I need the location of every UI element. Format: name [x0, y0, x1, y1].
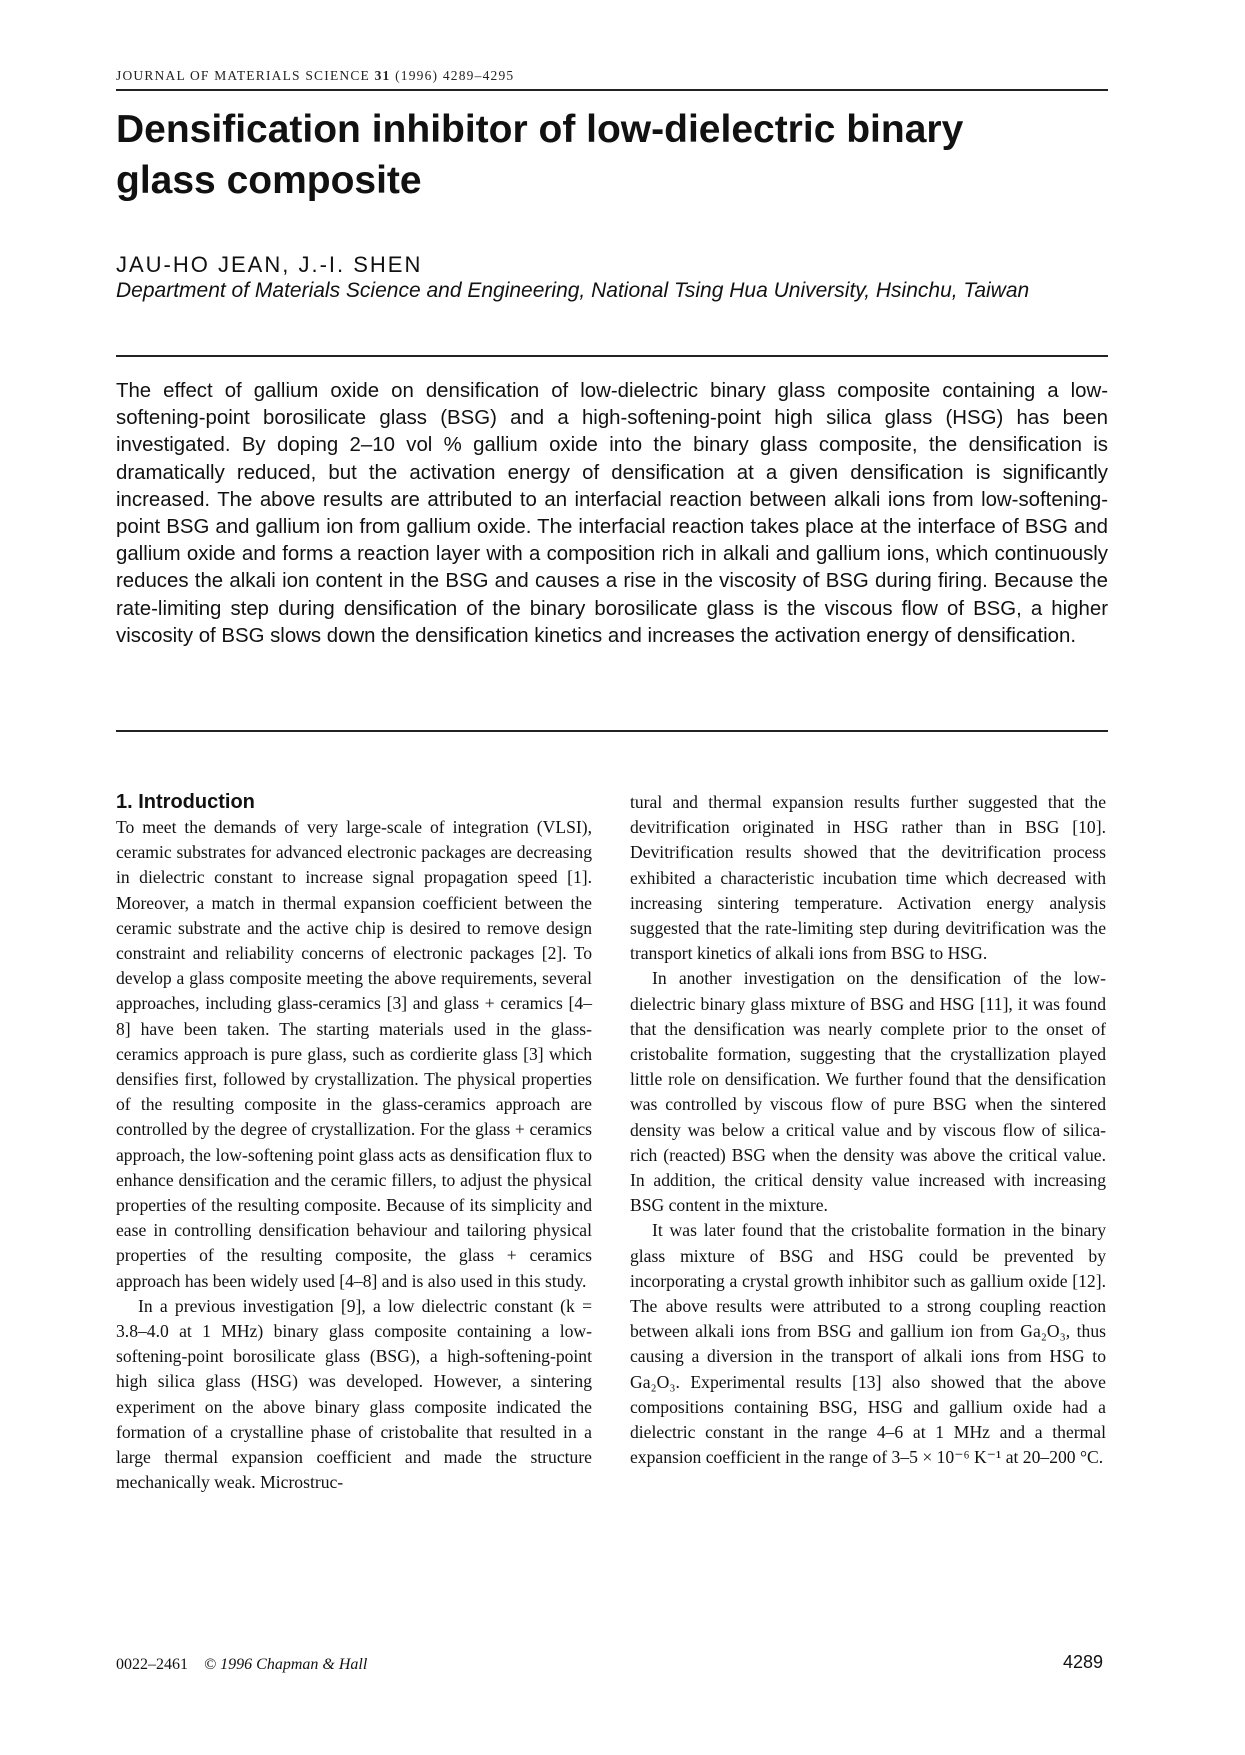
copyright: © 1996 Chapman & Hall: [204, 1656, 368, 1673]
body-paragraph: To meet the demands of very large-scale of integration (VLSI), ceramic substrates for advanced electronic packages are decreasing in dielectric constant to increase signal propagation speed [1]. Moreover, a match in thermal expansion coefficient between the ceramic substrate and the active chip is desired to remove design constraint and reliability concerns of electronic packages [2]. To develop a glass composite meeting the above requirements, several approaches, including glass-ceramics [3] and glass + ceramics [4–8] have been taken. The starting materials used in the glass-ceramics approach is pure glass, such as cordierite glass [3] which densifies first, followed by crystallization. The physical properties of the resulting composite in the glass-ceramics approach are controlled by the degree of crystallization. For the glass + ceramics approach, the low-softening point glass acts as densification flux to enhance densification and the ceramic fillers, to adjust the physical properties of the resulting composite. Because of its simplicity and ease in controlling densification behaviour and tailoring physical properties of the resulting composite, the glass + ceramics approach has been widely used [4–8] and is also used in this study.: [116, 817, 592, 1291]
body-paragraph: tural and thermal expansion results further suggested that the devitrification originated in HSG rather than in BSG [10]. Devitrification results showed that the devitrification process exhibited a characteristic incubation time which decreased with increasing sintering temperature. Activation energy analysis suggested that the rate-limiting step during devitrification was the transport kinetics of alkali ions from BSG to HSG.: [630, 792, 1106, 964]
abstract-rule-top: [116, 355, 1108, 357]
body-paragraph: It was later found that the cristobalite formation in the binary glass mixture of BSG and HSG could be prevented by incorporating a crystal growth inhibitor such as gallium oxide [12]. The above results were attributed to a strong coupling reaction between alkali ions from BSG and gallium ion from Ga₂O₃, thus causing a diversion in the transport of alkali ions from HSG to Ga₂O₃. Experimental results [13] also showed that the above compositions containing BSG, HSG and gallium oxide had a dielectric constant in the range 4–6 at 1 MHz and a thermal expansion coefficient in the range of 3–5 × 10⁻⁶ K⁻¹ at 20–200 °C.: [630, 1220, 1106, 1468]
journal-volume: 31: [374, 68, 391, 83]
abstract-rule-bottom: [116, 730, 1108, 732]
header-rule: [116, 89, 1108, 91]
page-number: 4289: [1062, 1652, 1103, 1672]
article-title: Densification inhibitor of low-dielectric binary glass composite: [116, 108, 964, 202]
body-column-left: [116, 790, 592, 1495]
journal-name: JOURNAL OF MATERIALS SCIENCE: [116, 68, 370, 83]
running-head: [116, 68, 1108, 84]
journal-year-pages: (1996) 4289–4295: [395, 68, 515, 83]
footer-publication-info: [116, 1656, 367, 1674]
body-paragraph: In a previous investigation [9], a low dielectric constant (k = 3.8–4.0 at 1 MHz) binary glass composite containing a low-softening-point borosilicate glass (BSG), a high-softening-point high silica glass (HSG) was developed. However, a sintering experiment on the above binary glass composite indicated the formation of a crystalline phase of cristobalite that resulted in a large thermal expansion coefficient and made the structure mechanically weak. Microstruc-: [116, 1295, 592, 1493]
issn: 0022–2461: [116, 1656, 188, 1673]
author-list: JAU-HO JEAN, J.-I. SHEN: [116, 252, 423, 277]
section-heading: 1. Introduction: [116, 791, 255, 813]
body-paragraph: In another investigation on the densification of the low-dielectric binary glass mixture of BSG and HSG [11], it was found that the densification was nearly complete prior to the onset of cristobalite formation, suggesting that the crystallization played little role on densification. We further found that the densification was controlled by viscous flow of pure BSG when the sintered density was below a critical value and by viscous flow of silica-rich (reacted) BSG when the density was above the critical value. In addition, the critical density value increased with increasing BSG content in the mixture.: [630, 968, 1106, 1216]
abstract: The effect of gallium oxide on densification of low-dielectric binary glass composite containing a low-softening-point borosilicate glass (BSG) and a high-softening-point high silica glass (HSG) has been investigated. By doping 2–10 vol % gallium oxide into the binary glass composite, the densification is dramatically reduced, but the activation energy of densification at a given densification is significantly increased. The above results are attributed to an interfacial reaction between alkali ions from low-softening-point BSG and gallium ion from gallium oxide. The interfacial reaction takes place at the interface of BSG and gallium oxide and forms a reaction layer with a composition rich in alkali and gallium ions, which continuously reduces the alkali ion content in the BSG and causes a rise in the viscosity of BSG during firing. Because the rate-limiting step during densification of the binary borosilicate glass is the viscous flow of BSG, a higher viscosity of BSG slows down the densification kinetics and increases the activation energy of densification.: [116, 380, 1108, 647]
body-column-right: [630, 790, 1106, 1470]
author-affiliation: Department of Materials Science and Engineering, National Tsing Hua University, Hsinchu, Taiwan: [116, 279, 1030, 302]
